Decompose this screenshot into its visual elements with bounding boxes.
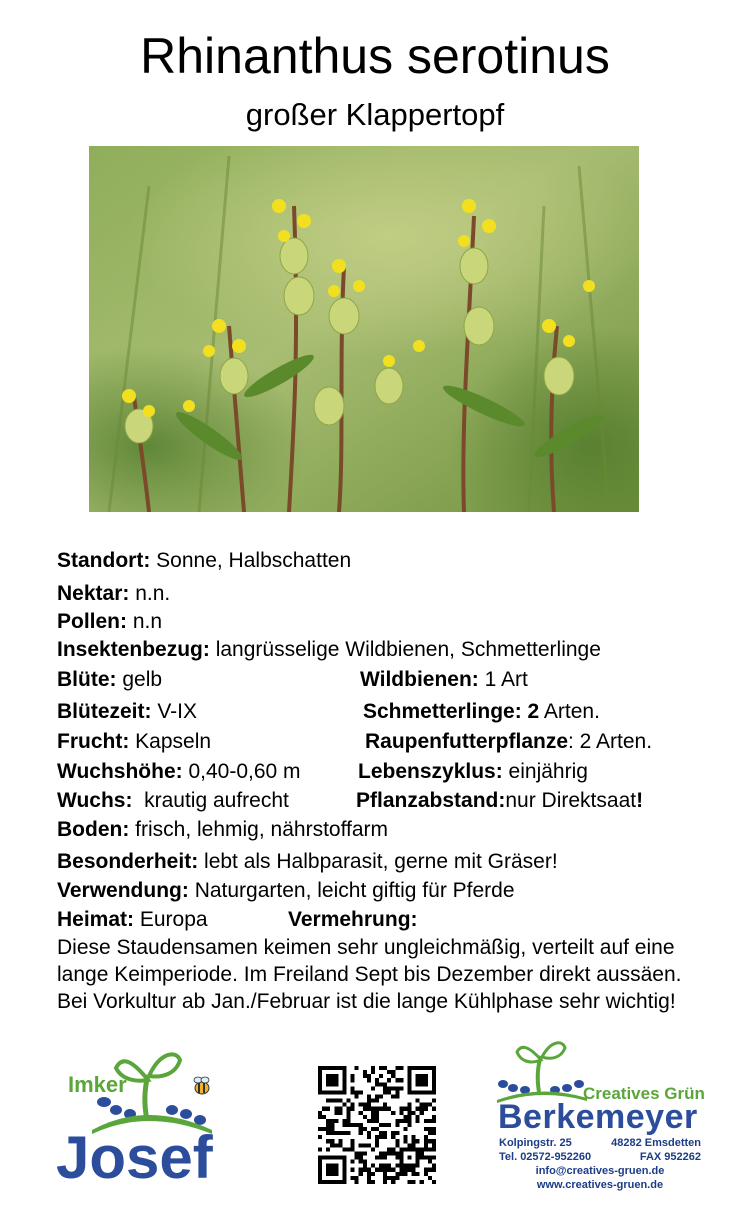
field-label: Lebenszyklus: — [358, 760, 503, 783]
field-label: Nektar: — [57, 582, 130, 605]
field-label: Standort: — [57, 549, 151, 572]
field-label: Blütezeit: — [57, 700, 152, 723]
field-value: langrüsselige Wildbienen, Schmetterlinge — [209, 638, 601, 661]
field-value: : 2 Arten. — [568, 730, 653, 753]
field-value: Sonne, Halbschatten — [150, 549, 352, 572]
field-wuchshoehe — [57, 758, 301, 786]
field-label: Wuchs: — [57, 789, 133, 812]
field-schmetterlinge — [363, 698, 600, 726]
field-label: Verwendung: — [57, 879, 189, 902]
field-verwendung — [57, 877, 515, 905]
contact-email: info@creatives-gruen.de — [535, 1165, 665, 1177]
field-value: V-IX — [151, 700, 198, 723]
field-value: n.n. — [129, 582, 171, 605]
field-wuchs — [57, 787, 289, 815]
logo-josef-text: Josef — [56, 1124, 213, 1190]
field-lebenszyklus — [358, 758, 588, 786]
field-label: Frucht: — [57, 730, 130, 753]
field-value: lebt als Halbparasit, gerne mit Gräser! — [198, 850, 558, 873]
field-label: Heimat: — [57, 908, 135, 931]
bee-icon — [194, 1077, 209, 1094]
field-besonderheit — [57, 848, 558, 876]
field-bluete — [57, 666, 162, 694]
field-label: Insektenbezug: — [57, 638, 210, 661]
page-subtitle: großer Klappertopf — [245, 97, 505, 132]
field-wildbienen — [360, 666, 528, 694]
imker-josef-logo — [52, 1050, 242, 1190]
field-pflanzabstand — [356, 787, 643, 815]
field-value: Europa — [134, 908, 208, 931]
address-city: 48282 Emsdetten — [611, 1137, 701, 1149]
field-nektar — [57, 580, 170, 608]
contact-web: www.creatives-gruen.de — [536, 1179, 664, 1191]
field-value: n.n — [127, 610, 163, 633]
field-standort — [57, 547, 351, 575]
field-count: 2 — [521, 700, 540, 723]
field-value: Kapseln — [129, 730, 212, 753]
field-pollen — [57, 608, 162, 636]
field-boden — [57, 816, 388, 844]
field-insektenbezug — [57, 636, 601, 664]
field-value: Arten. — [539, 700, 600, 723]
plant-photo — [89, 146, 639, 512]
brand-top: Creatives Grün — [583, 1084, 705, 1103]
field-value: krautig aufrecht — [132, 789, 289, 812]
field-vermehrung — [288, 906, 418, 934]
field-value: gelb — [116, 668, 163, 691]
field-label: Pollen: — [57, 610, 128, 633]
contact-tel: Tel. 02572-952260 — [499, 1151, 592, 1163]
field-heimat — [57, 906, 208, 934]
qr-code-icon — [318, 1066, 436, 1184]
field-value: nur Direktsaat — [505, 789, 637, 812]
logo-imker-text: Imker — [68, 1072, 127, 1097]
description-text: Diese Staudensamen keimen sehr ungleichmäßig, verteilt auf eine lange Keimperiode. Im Freiland Sept bis Dezember direkt aussäen. Bei Vorkultur ab Jan./Februar ist die lange Kühlphase sehr wichtig! — [57, 936, 682, 1013]
field-value: Naturgarten, leicht giftig für Pferde — [188, 879, 515, 902]
contact-fax: FAX 952262 — [639, 1151, 701, 1163]
field-label: Raupenfutterpflanze — [365, 730, 569, 753]
field-label: Boden: — [57, 818, 130, 841]
field-label: Pflanzabstand: — [356, 789, 506, 812]
address-street: Kolpingstr. 25 — [499, 1137, 572, 1149]
field-label: Schmetterlinge: — [363, 700, 522, 723]
field-label: Vermehrung: — [288, 908, 418, 931]
field-raupenfutter — [365, 728, 652, 756]
field-value: frisch, lehmig, nährstoffarm — [129, 818, 389, 841]
field-bluetezeit — [57, 698, 197, 726]
page-title: Rhinanthus serotinus — [140, 28, 610, 84]
field-label: Besonderheit: — [57, 850, 199, 873]
field-mark: ! — [636, 789, 644, 812]
field-label: Blüte: — [57, 668, 117, 691]
field-label: Wuchshöhe: — [57, 760, 183, 783]
brand-name: Berkemeyer — [498, 1098, 698, 1136]
field-value: 0,40-0,60 m — [182, 760, 301, 783]
field-frucht — [57, 728, 211, 756]
field-value: 1 Art — [478, 668, 528, 691]
berkemeyer-logo — [495, 1040, 705, 1195]
field-value: einjährig — [502, 760, 588, 783]
field-label: Wildbienen: — [360, 668, 479, 691]
